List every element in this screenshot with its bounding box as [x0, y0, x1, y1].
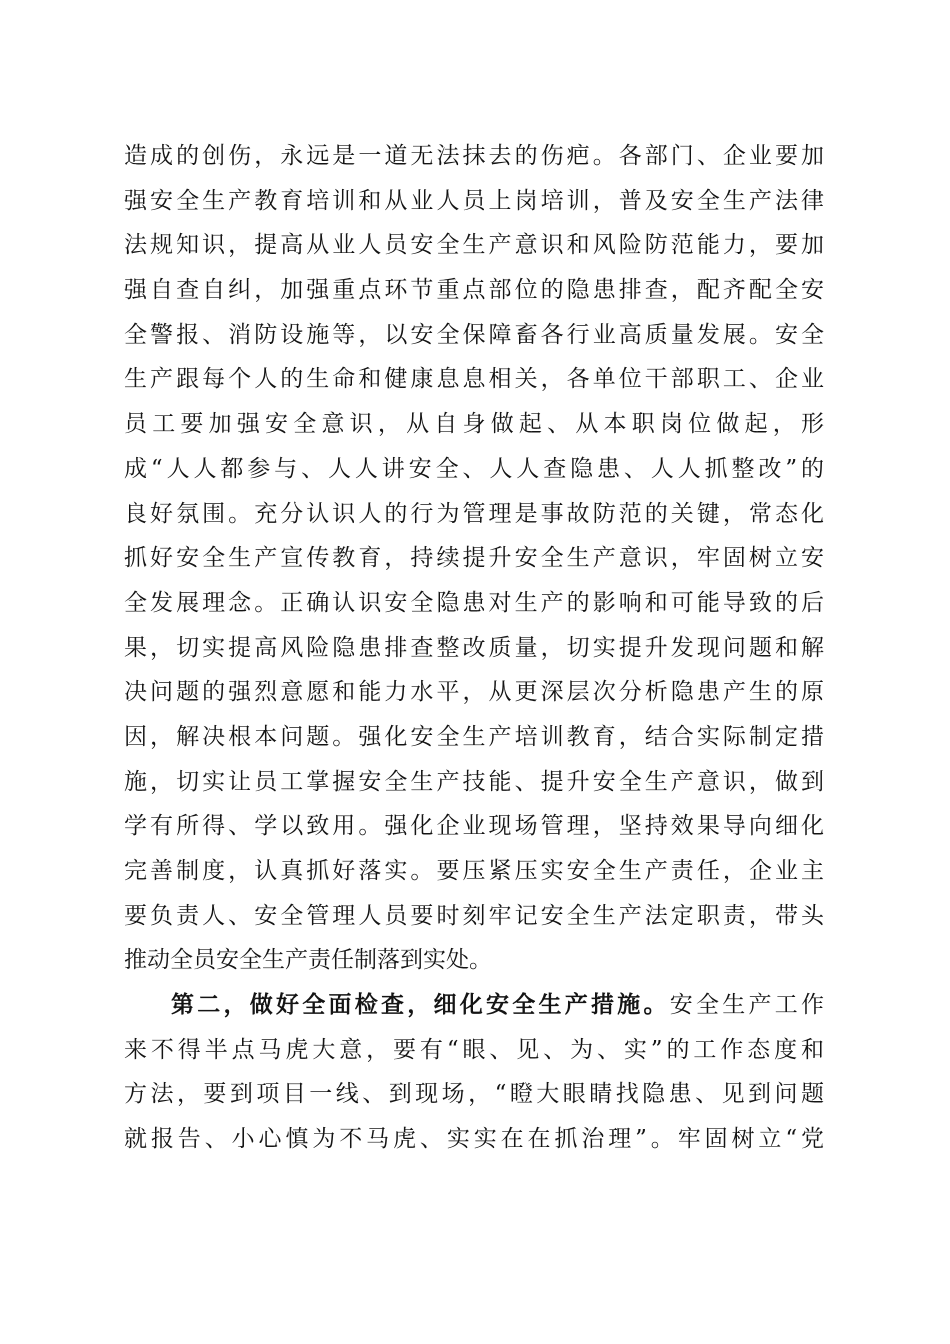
- text-fragment: 安全生产工作: [669, 992, 824, 1019]
- text-line: 因，解决根本问题。强化安全生产培训教育，结合实际制定措: [124, 723, 824, 750]
- text-line: 抓好安全生产宣传教育，持续提升安全生产意识，牢固树立安: [124, 545, 824, 572]
- text-line: 成“人人都参与、人人讲安全、人人查隐患、人人抓整改”的: [124, 455, 824, 482]
- text-line: 就报告、小心慎为不马虎、实实在在抓治理”。牢固树立“党: [124, 1126, 824, 1153]
- paragraph-2: [124, 983, 824, 1162]
- text-line: 强自查自纠，加强重点环节重点部位的隐患排查，配齐配全安: [124, 277, 824, 304]
- text-line: 全警报、消防设施等，以安全保障畜各行业高质量发展。安全: [124, 321, 824, 348]
- text-line: 员工要加强安全意识，从自身做起、从本职岗位做起，形: [124, 411, 824, 438]
- paragraph-2-first-line: [124, 983, 824, 1028]
- text-line: 完善制度，认真抓好落实。要压紧压实安全生产责任，企业主: [124, 858, 824, 884]
- text-line: 良好氛围。充分认识人的行为管理是事故防范的关键，常态化: [124, 500, 824, 527]
- text-line: 推动全员安全生产责任制落到实处。: [124, 947, 492, 974]
- text-line: 强安全生产教育培训和从业人员上岗培训，普及安全生产法律: [124, 187, 824, 214]
- text-line: 来不得半点马虎大意，要有“眼、见、为、实”的工作态度和: [124, 1036, 824, 1063]
- text-line: 法规知识，提高从业人员安全生产意识和风险防范能力，要加: [124, 232, 824, 259]
- text-line: 方法，要到项目一线、到现场，“瞪大眼睛找隐患、见到问题: [124, 1081, 824, 1108]
- text-line: 造成的创伤，永远是一道无法抹去的伤疤。各部门、企业要加: [124, 143, 824, 169]
- text-line: 决问题的强烈意愿和能力水平，从更深层次分析隐患产生的原: [124, 679, 824, 706]
- text-line: 施，切实让员工掌握安全生产技能、提升安全生产意识，做到: [124, 768, 824, 795]
- text-line: 要负责人、安全管理人员要时刻牢记安全生产法定职责，带头: [124, 902, 824, 929]
- text-line: 学有所得、学以致用。强化企业现场管理，坚持效果导向细化: [124, 813, 824, 840]
- section-heading: 第二，做好全面检查，细化安全生产措施。: [171, 991, 670, 1019]
- document-body: [124, 134, 824, 1162]
- text-line: 生产跟每个人的生命和健康息息相关，各单位干部职工、企业: [124, 366, 824, 393]
- text-line: 全发展理念。正确认识安全隐患对生产的影响和可能导致的后: [124, 589, 824, 616]
- paragraph-1: [124, 134, 824, 983]
- text-line: 果，切实提高风险隐患排查整改质量，切实提升发现问题和解: [124, 634, 824, 661]
